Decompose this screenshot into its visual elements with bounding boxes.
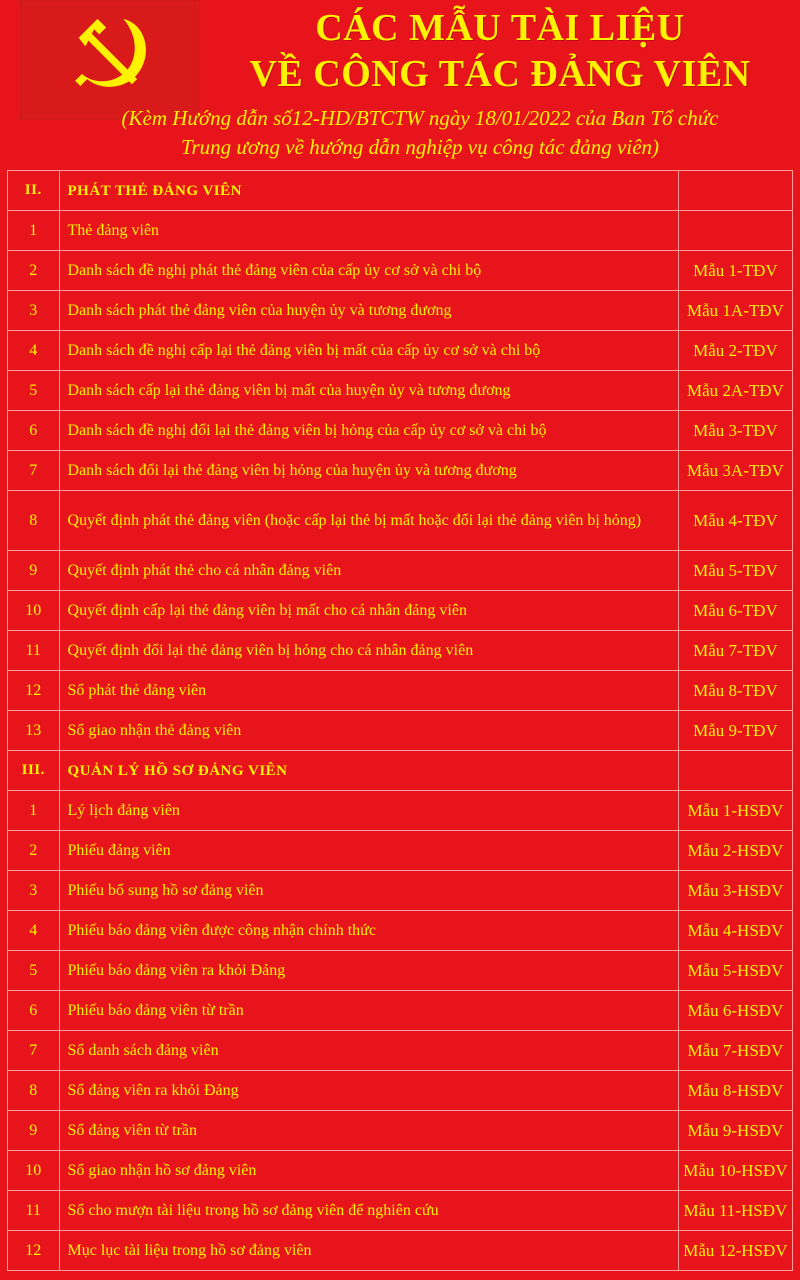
table-row [8,411,793,451]
row-number: 1 [8,791,60,831]
form-code: Mẫu 7-TĐV [678,631,792,671]
document-name: Sổ giao nhận hồ sơ đảng viên [59,1151,678,1191]
document-name: Phiếu báo đảng viên từ trần [59,991,678,1031]
document-name: Lý lịch đảng viên [59,791,678,831]
hammer-and-sickle-icon [70,12,156,98]
row-number: 6 [8,991,60,1031]
row-number: 8 [8,1071,60,1111]
row-number: 1 [8,211,60,251]
document-name: Thẻ đảng viên [59,211,678,251]
row-number: 7 [8,451,60,491]
row-number: 4 [8,331,60,371]
form-code: Mẫu 6-TĐV [678,591,792,631]
table-row [8,371,793,411]
table-row [8,331,793,371]
form-code: Mẫu 5-TĐV [678,551,792,591]
table-row [8,591,793,631]
table-row [8,951,793,991]
party-flag [20,0,200,120]
form-code: Mẫu 7-HSĐV [678,1031,792,1071]
form-code: Mẫu 5-HSĐV [678,951,792,991]
form-code: Mẫu 9-HSĐV [678,1111,792,1151]
form-code: Mẫu 10-HSĐV [678,1151,792,1191]
section-title: PHÁT THẺ ĐẢNG VIÊN [59,171,678,211]
document-name: Danh sách đề nghị đổi lại thẻ đảng viên bị hỏng của cấp ủy cơ sở và chi bộ [59,411,678,451]
row-number: 11 [8,1191,60,1231]
table-row [8,671,793,711]
form-code [678,211,792,251]
section-header-row [8,751,793,791]
section-header-row [8,171,793,211]
form-code: Mẫu 9-TĐV [678,711,792,751]
form-code: Mẫu 4-HSĐV [678,911,792,951]
form-code: Mẫu 11-HSĐV [678,1191,792,1231]
form-code: Mẫu 8-TĐV [678,671,792,711]
subtitle-line1: (Kèm Hướng dẫn số12-HD/BTCTW ngày 18/01/2022 của Ban Tổ chức [121,106,719,130]
form-code: Mẫu 1-TĐV [678,251,792,291]
document-name: Phiếu đảng viên [59,831,678,871]
document-name: Sổ cho mượn tài liệu trong hồ sơ đảng viên để nghiên cứu [59,1191,678,1231]
document-name: Quyết định cấp lại thẻ đảng viên bị mất cho cá nhân đảng viên [59,591,678,631]
row-number: 12 [8,1231,60,1271]
table-row [8,1111,793,1151]
table-row [8,491,793,551]
section-code-cell [678,171,792,211]
section-number: II. [8,171,60,211]
form-code: Mẫu 3-TĐV [678,411,792,451]
form-code: Mẫu 2-HSĐV [678,831,792,871]
form-code: Mẫu 2-TĐV [678,331,792,371]
document-name: Sổ phát thẻ đảng viên [59,671,678,711]
row-number: 3 [8,291,60,331]
row-number: 12 [8,671,60,711]
document-name: Quyết định đổi lại thẻ đảng viên bị hỏng cho cá nhân đảng viên [59,631,678,671]
table-row [8,1191,793,1231]
row-number: 6 [8,411,60,451]
row-number: 9 [8,1111,60,1151]
document-name: Mục lục tài liệu trong hồ sơ đảng viên [59,1231,678,1271]
page-title-line2: VỀ CÔNG TÁC ĐẢNG VIÊN [249,53,751,95]
table-row [8,831,793,871]
table-row [8,1031,793,1071]
row-number: 4 [8,911,60,951]
row-number: 10 [8,1151,60,1191]
row-number: 2 [8,251,60,291]
table-row [8,631,793,671]
form-code: Mẫu 2A-TĐV [678,371,792,411]
table-row [8,711,793,751]
document-list-table [7,170,793,1271]
document-name: Quyết định phát thẻ cho cá nhân đảng viên [59,551,678,591]
row-number: 2 [8,831,60,871]
document-name: Sổ đảng viên ra khỏi Đảng [59,1071,678,1111]
row-number: 13 [8,711,60,751]
page-title-line1: CÁC MẪU TÀI LIỆU [315,7,685,49]
table-row [8,791,793,831]
row-number: 3 [8,871,60,911]
document-name: Sổ giao nhận thẻ đảng viên [59,711,678,751]
table-row [8,871,793,911]
form-code: Mẫu 1-HSĐV [678,791,792,831]
form-code: Mẫu 4-TĐV [678,491,792,551]
table-row [8,1071,793,1111]
document-name: Danh sách cấp lại thẻ đảng viên bị mất của huyện ủy và tương đương [59,371,678,411]
row-number: 7 [8,1031,60,1071]
table-row [8,1231,793,1271]
form-code: Mẫu 1A-TĐV [678,291,792,331]
document-name: Danh sách đổi lại thẻ đảng viên bị hỏng của huyện ủy và tương đương [59,451,678,491]
section-code-cell [678,751,792,791]
document-name: Phiếu báo đảng viên ra khỏi Đảng [59,951,678,991]
table-row [8,211,793,251]
document-name: Quyết định phát thẻ đảng viên (hoặc cấp lại thẻ bị mất hoặc đổi lại thẻ đảng viên bị hỏng) [59,491,678,551]
page-header [0,0,800,170]
document-name: Danh sách đề nghị cấp lại thẻ đảng viên bị mất của cấp ủy cơ sở và chi bộ [59,331,678,371]
row-number: 10 [8,591,60,631]
section-title: QUẢN LÝ HỒ SƠ ĐẢNG VIÊN [59,751,678,791]
form-code: Mẫu 12-HSĐV [678,1231,792,1271]
row-number: 9 [8,551,60,591]
document-name: Sổ đảng viên từ trần [59,1111,678,1151]
row-number: 11 [8,631,60,671]
row-number: 8 [8,491,60,551]
row-number: 5 [8,371,60,411]
table-row [8,911,793,951]
subtitle-line2: Trung ương về hướng dẫn nghiệp vụ công tác đảng viên) [180,135,660,159]
section-number: III. [8,751,60,791]
document-name: Phiếu báo đảng viên được công nhận chính thức [59,911,678,951]
table-row [8,551,793,591]
table-row [8,991,793,1031]
form-code: Mẫu 3A-TĐV [678,451,792,491]
table-row [8,451,793,491]
form-code: Mẫu 8-HSĐV [678,1071,792,1111]
form-code: Mẫu 3-HSĐV [678,871,792,911]
table-row [8,251,793,291]
row-number: 5 [8,951,60,991]
document-name: Sổ danh sách đảng viên [59,1031,678,1071]
document-name: Danh sách phát thẻ đảng viên của huyện ủy và tương đương [59,291,678,331]
form-code: Mẫu 6-HSĐV [678,991,792,1031]
table-row [8,291,793,331]
document-name: Phiếu bổ sung hồ sơ đảng viên [59,871,678,911]
document-name: Danh sách đề nghị phát thẻ đảng viên của cấp ủy cơ sở và chi bộ [59,251,678,291]
table-row [8,1151,793,1191]
